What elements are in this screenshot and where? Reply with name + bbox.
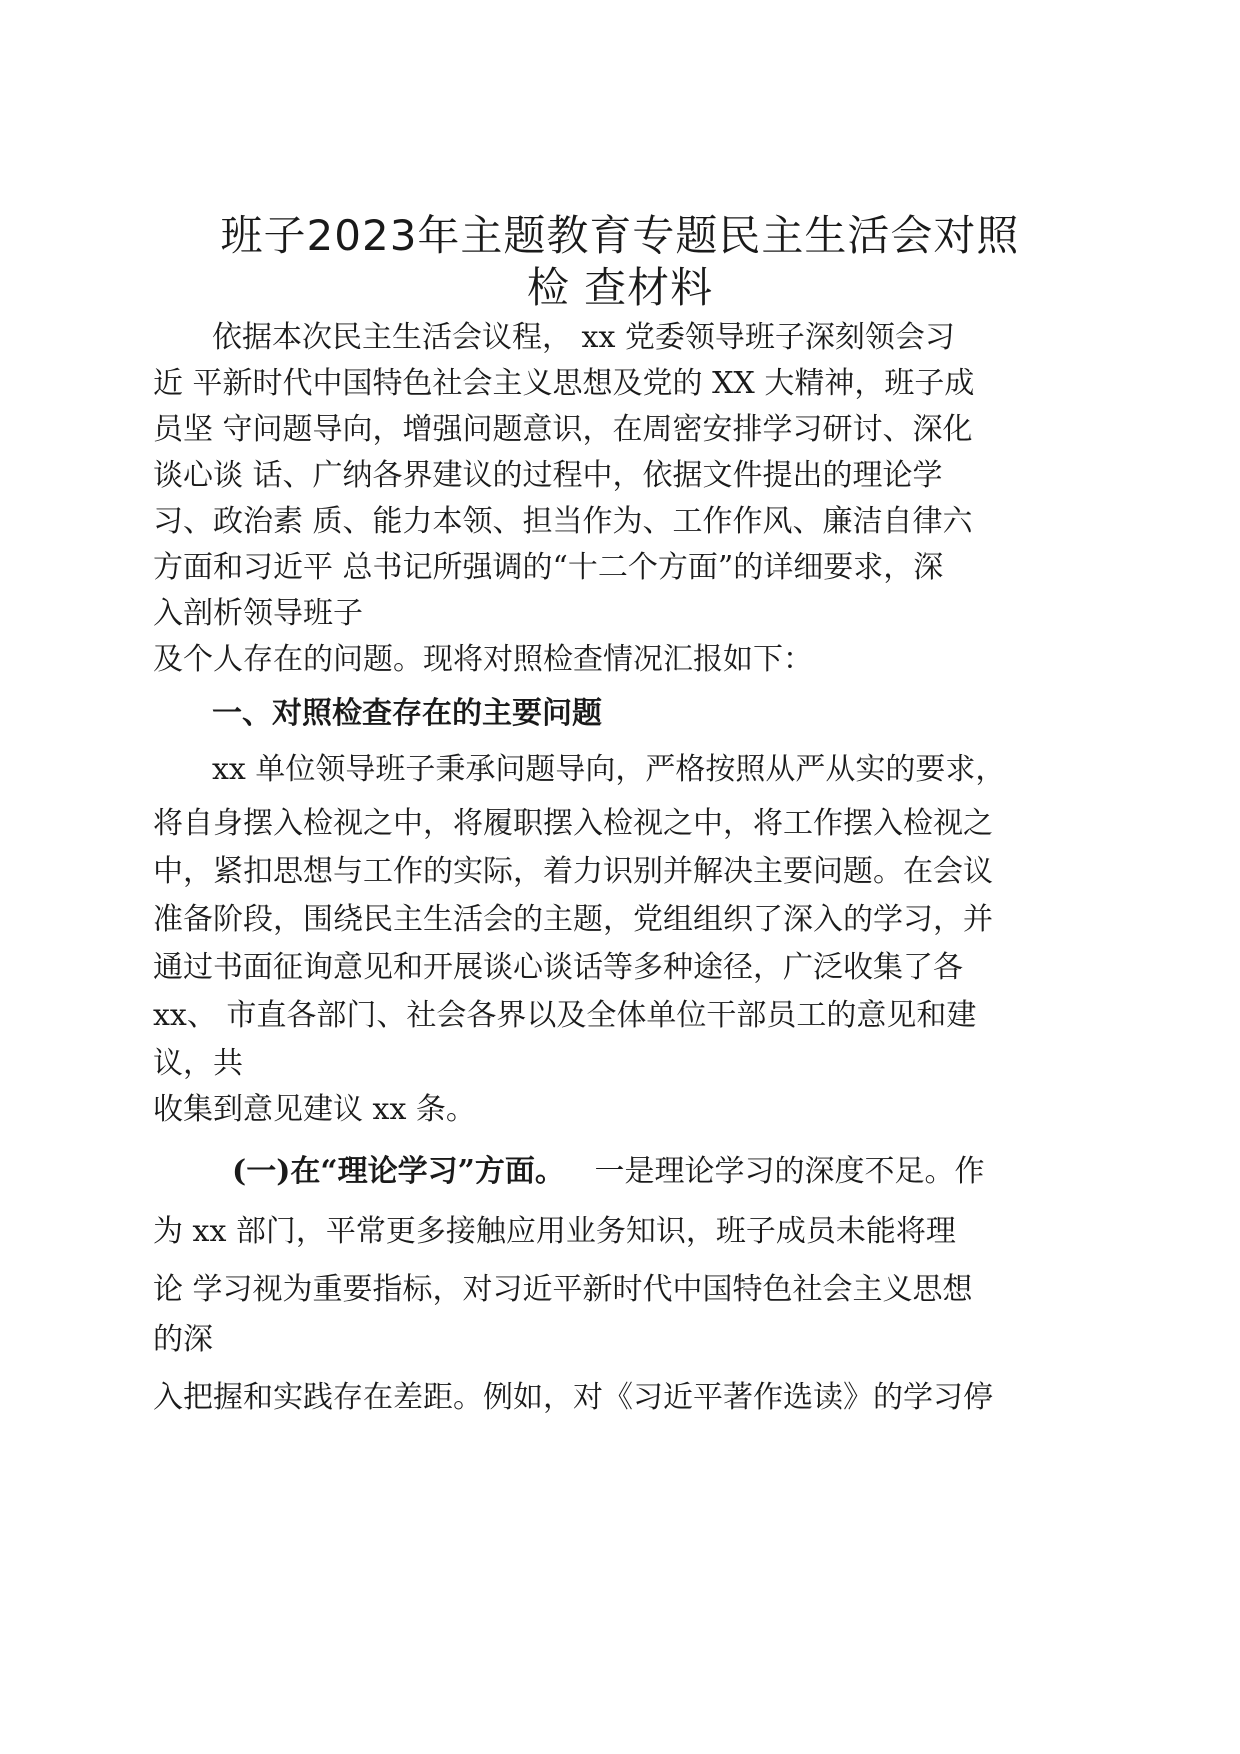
paragraph-2-line: xx 单位领导班子秉承问题导向，严格按照从严从实的要求， (212, 752, 1006, 787)
paragraph-2-line: xx、 市直各部门、社会各界以及全体单位干部员工的意见和建 (153, 998, 977, 1033)
paragraph-1-line: 谈心谈 话、广纳各界建议的过程中，依据文件提出的理论学 (153, 458, 943, 493)
subsection-line: 入把握和实践存在差距。例如，对《习近平著作选读》的学习停 (153, 1380, 993, 1415)
paragraph-1-line: 及个人存在的问题。现将对照检查情况汇报如下： (153, 642, 813, 677)
document-title-line-1: 班子2023年主题教育专题民主生活会对照 (220, 211, 1020, 260)
subsection-label: (一)在“理论学习”方面。 (232, 1154, 565, 1189)
subsection-first-line-text: 一是理论学习的深度不足。作 (594, 1154, 985, 1189)
document-title-line-2: 检 查材料 (526, 263, 714, 312)
subsection-line: 论 学习视为重要指标，对习近平新时代中国特色社会主义思想 (153, 1272, 973, 1307)
paragraph-2-line: 通过书面征询意见和开展谈心谈话等多种途径，广泛收集了各 (153, 950, 963, 985)
section-heading: 一、对照检查存在的主要问题 (212, 696, 602, 731)
paragraph-1-line: 员坚 守问题导向，增强问题意识，在周密安排学习研讨、深化 (153, 412, 973, 447)
paragraph-2-line: 将自身摆入检视之中，将履职摆入检视之中，将工作摆入检视之 (153, 806, 993, 841)
paragraph-1-line: 依据本次民主生活会议程， xx 党委领导班子深刻领会习 (212, 320, 955, 355)
paragraph-1-line: 方面和习近平 总书记所强调的“十二个方面”的详细要求，深 (153, 550, 944, 585)
paragraph-2-line: 收集到意见建议 xx 条。 (153, 1092, 476, 1127)
paragraph-1-line: 习、政治素 质、能力本领、担当作为、工作作风、廉洁自律六 (153, 504, 973, 539)
paragraph-2-line: 中，紧扣思想与工作的实际，着力识别并解决主要问题。在会议 (153, 854, 993, 889)
subsection-line: 为 xx 部门，平常更多接触应用业务知识，班子成员未能将理 (153, 1214, 956, 1249)
paragraph-2-line: 议，共 (153, 1046, 243, 1081)
paragraph-1-line: 近 平新时代中国特色社会主义思想及党的 XX 大精神，班子成 (153, 366, 975, 401)
paragraph-1-line: 入剖析领导班子 (153, 596, 363, 631)
subsection-first-line (232, 1152, 984, 1192)
paragraph-2-line: 准备阶段，围绕民主生活会的主题，党组组织了深入的学习，并 (153, 902, 993, 937)
subsection-line: 的深 (153, 1322, 213, 1357)
